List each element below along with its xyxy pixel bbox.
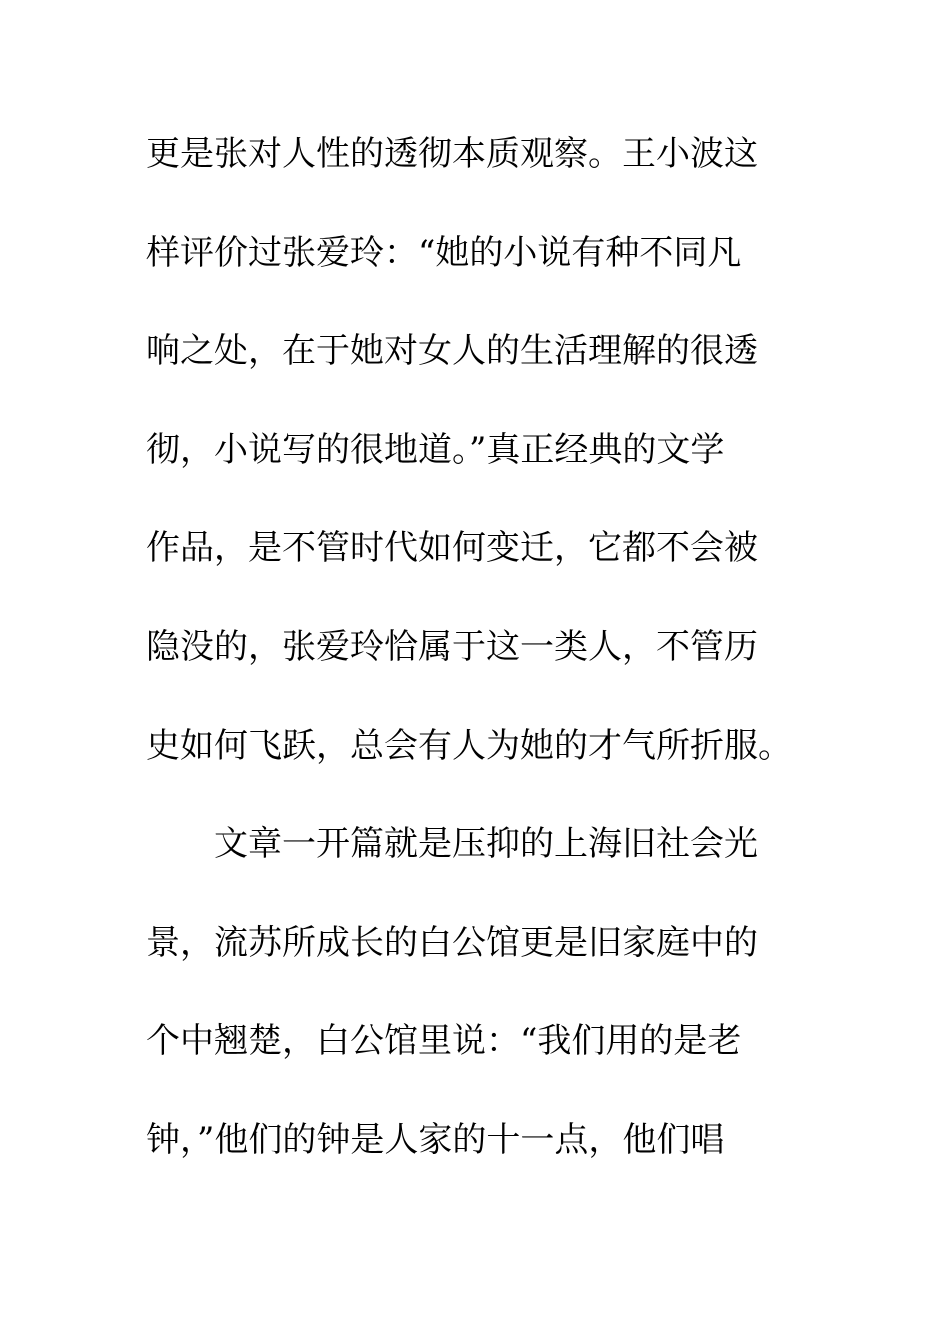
text-line: 景，流苏所成长的白公馆更是旧家庭中的 — [146, 922, 758, 963]
text-line: 彻，小说写的很地道。”真正经典的文学 — [146, 429, 725, 470]
text-line: 史如何飞跃，总会有人为她的才气所折服。 — [146, 725, 792, 766]
text-line: 响之处，在于她对女人的生活理解的很透 — [146, 331, 758, 372]
text-line: 更是张对人性的透彻本质观察。王小波这 — [146, 134, 758, 174]
text-line: 样评价过张爱玲：“她的小说有种不同凡 — [146, 232, 742, 273]
text-line: 隐没的，张爱玲恰属于这一类人，不管历 — [146, 626, 758, 667]
text-line: 个中翘楚，白公馆里说：“我们用的是老 — [146, 1021, 742, 1062]
text-line: 钟，”他们的钟是人家的十一点，他们唱 — [146, 1119, 725, 1160]
text-line: 作品，是不管时代如何变迁，它都不会被 — [146, 528, 758, 569]
paragraph-start-line: 文章一开篇就是压抑的上海旧社会光 — [214, 824, 758, 865]
body-text — [146, 124, 846, 1209]
